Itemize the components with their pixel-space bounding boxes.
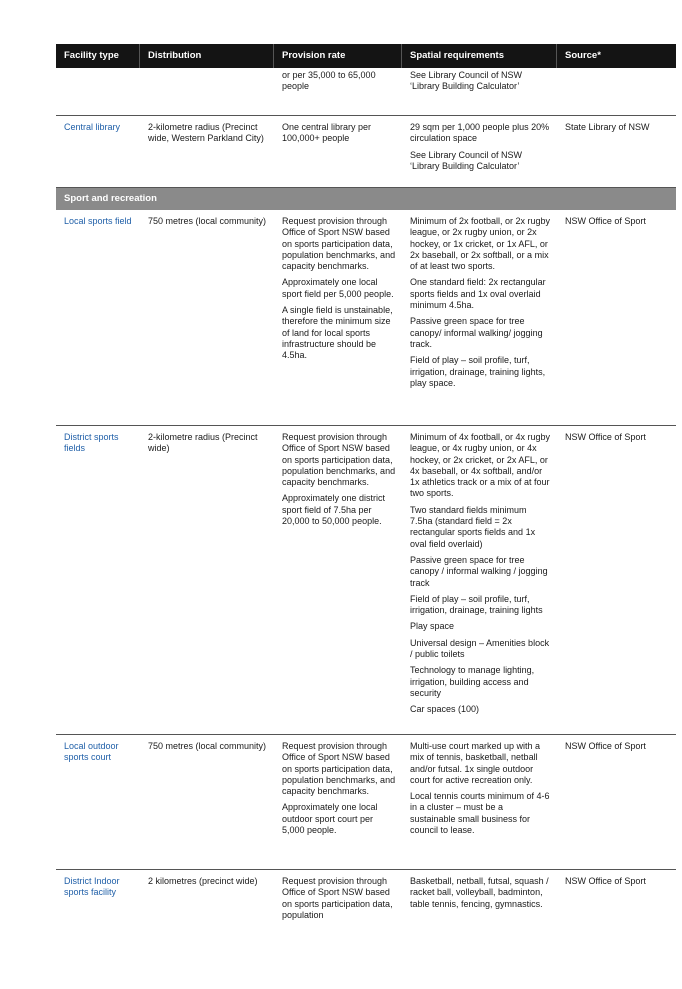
table-row <box>56 68 676 116</box>
cell-spatial: Minimum of 2x football, or 2x rugby league, or 2x rugby union, or 2x hockey, or 1x cricket, or 1x AFL, or 2x baseball, or 2x softball, or a mix of at least two sports. One standard field: 2x rectangular sports fields and 1x oval overlaid minimum 4.5ha. Passive green space for tree canopy/ informal walking/ jogging track. Field of play – soil profile, turf, irrigation, drainage, training lights, play space. <box>410 216 551 388</box>
cell-facility: District sports fields <box>64 432 119 454</box>
cell-spatial: Basketball, netball, futsal, squash / racket ball, volleyball, badminton, table tennis, fencing, gymnastics. <box>410 876 549 909</box>
cell-facility: Local outdoor sports court <box>64 741 119 763</box>
cell-provision: Request provision through Office of Sport NSW based on sports participation data, population benchmarks, and capacity benchmarks. Approximately one local sport field per 5,000 people. A single field is unstainable, therefore the minimum size of land for local sports infrastructure should be 4.5ha. <box>282 216 396 361</box>
cell-facility: District Indoor sports facility <box>64 876 120 898</box>
section-header-sport: Sport and recreation <box>56 188 676 210</box>
cell-facility: Local sports field <box>64 216 132 226</box>
cell-facility: Central library <box>64 122 121 132</box>
cell-provision: One central library per 100,000+ people <box>282 122 372 144</box>
table-row <box>56 870 676 950</box>
cell-source: State Library of NSW <box>565 122 650 132</box>
cell-spatial: Multi-use court marked up with a mix of tennis, basketball, netball and/or futsal. 1x single outdoor court for active recreation only. Local tennis courts minimum of 4-6 in a cluster – must be a sustainable small business for council to lease. <box>410 741 550 836</box>
cell-provision: or per 35,000 to 65,000 people <box>282 70 376 92</box>
cell-source <box>557 68 676 115</box>
cell-distribution: 2-kilometre radius (Precinct wide) <box>148 432 258 454</box>
cell-source: NSW Office of Sport <box>565 876 646 886</box>
cell-provision: Request provision through Office of Sport NSW based on sports participation data, population benchmarks, and capacity benchmarks. Approximately one district sport field of 7.5ha per 20,000 to 50,000 people. <box>282 432 396 527</box>
table-header <box>56 44 676 68</box>
cell-distribution <box>140 68 274 115</box>
col-header-source: Source* <box>565 50 601 61</box>
table-row <box>56 426 676 735</box>
cell-provision: Request provision through Office of Sport NSW based on sports participation data, population benchmarks, and capacity benchmarks. Approximately one local outdoor sport court per 5,000 people. <box>282 741 396 836</box>
cell-provision: Request provision through Office of Sport NSW based on sports participation data, population <box>282 876 393 920</box>
col-header-distribution: Distribution <box>140 44 274 68</box>
table-row <box>56 116 676 188</box>
cell-distribution: 2 kilometres (precinct wide) <box>148 876 258 886</box>
cell-distribution: 750 metres (local community) <box>148 216 267 226</box>
cell-source: NSW Office of Sport <box>565 741 646 751</box>
col-header-provision: Provision rate <box>274 44 402 68</box>
col-header-spatial: Spatial requirements <box>402 44 557 68</box>
cell-spatial: Minimum of 4x football, or 4x rugby league, or 4x rugby union, or 4x hockey, or 2x cricket, or 2x AFL, or 4x baseball, or 4x softball, and/or 1x athletics track or a mix of at four two sports. Two standard fields minimum 7.5ha (standard field = 2x rectangular sports fields and 1x oval field overlaid) Passive green space for tree canopy / informal walking / jogging track Field of play – soil profile, turf, irrigation, drainage, training lights Play space Universal design – Amenities block / public toilets Technology to manage lighting, irrigation, building access and security Car spaces (100) <box>410 432 551 715</box>
col-header-facility: Facility type <box>56 44 140 68</box>
cell-facility <box>56 68 140 115</box>
cell-source: NSW Office of Sport <box>565 216 646 226</box>
facility-table <box>56 44 676 950</box>
cell-source: NSW Office of Sport <box>565 432 646 442</box>
table-row <box>56 735 676 870</box>
cell-distribution: 2-kilometre radius (Precinct wide, Western Parkland City) <box>148 122 264 144</box>
cell-spatial: 29 sqm per 1,000 people plus 20% circulation space See Library Council of NSW ‘Library Building Calculator’ <box>410 122 550 171</box>
table-row <box>56 210 676 426</box>
cell-spatial: See Library Council of NSW ‘Library Building Calculator’ <box>410 70 523 92</box>
cell-distribution: 750 metres (local community) <box>148 741 267 751</box>
